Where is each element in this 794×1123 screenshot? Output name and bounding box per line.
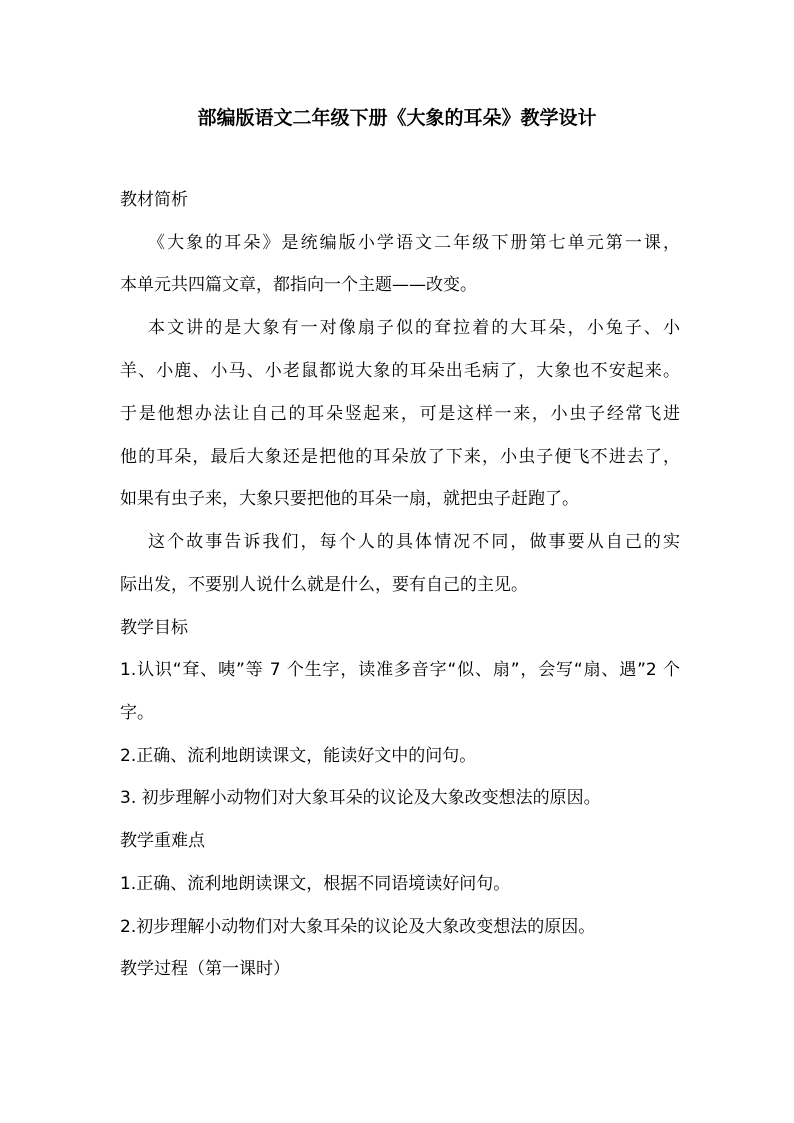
- paragraph-line: 羊、小鹿、小马、小老鼠都说大象的耳朵出毛病了，大象也不安起来。: [120, 361, 680, 381]
- paragraph-line: 于是他想办法让自己的耳朵竖起来，可是这样一来，小虫子经常飞进: [120, 404, 680, 424]
- list-item-continuation: 字。: [120, 703, 154, 723]
- section-heading-key-points: 教学重难点: [120, 831, 205, 851]
- list-item: 2.正确、流利地朗读课文，能读好文中的问句。: [120, 746, 477, 766]
- list-item: 1.认识“耷、咦”等 7 个生字，读准多音字“似、扇”，会写“扇、遇”2 个: [120, 660, 680, 680]
- paragraph-line: 这个故事告诉我们，每个人的具体情况不同，做事要从自己的实: [148, 532, 680, 552]
- paragraph-line: 《大象的耳朵》是统编版小学语文二年级下册第七单元第一课，: [148, 233, 680, 253]
- paragraph-line: 本文讲的是大象有一对像扇子似的耷拉着的大耳朵，小兔子、小: [148, 318, 680, 338]
- paragraph-line: 如果有虫子来，大象只要把他的耳朵一扇，就把虫子赶跑了。: [120, 489, 579, 509]
- section-heading-goals: 教学目标: [120, 618, 188, 638]
- paragraph-line: 本单元共四篇文章，都指向一个主题——改变。: [120, 275, 477, 295]
- section-heading-process: 教学过程（第一课时）: [120, 959, 290, 979]
- paragraph-line: 他的耳朵，最后大象还是把他的耳朵放了下来，小虫子便飞不进去了，: [120, 447, 680, 467]
- list-item: 2.初步理解小动物们对大象耳朵的议论及大象改变想法的原因。: [120, 917, 596, 937]
- paragraph-line: 际出发，不要别人说什么就是什么，要有自己的主见。: [120, 575, 528, 595]
- document-title: 部编版语文二年级下册《大象的耳朵》教学设计: [197, 107, 597, 129]
- section-heading-analysis: 教材简析: [120, 190, 188, 210]
- list-item: 1.正确、流利地朗读课文，根据不同语境读好问句。: [120, 874, 511, 894]
- list-item: 3. 初步理解小动物们对大象耳朵的议论及大象改变想法的原因。: [120, 788, 601, 808]
